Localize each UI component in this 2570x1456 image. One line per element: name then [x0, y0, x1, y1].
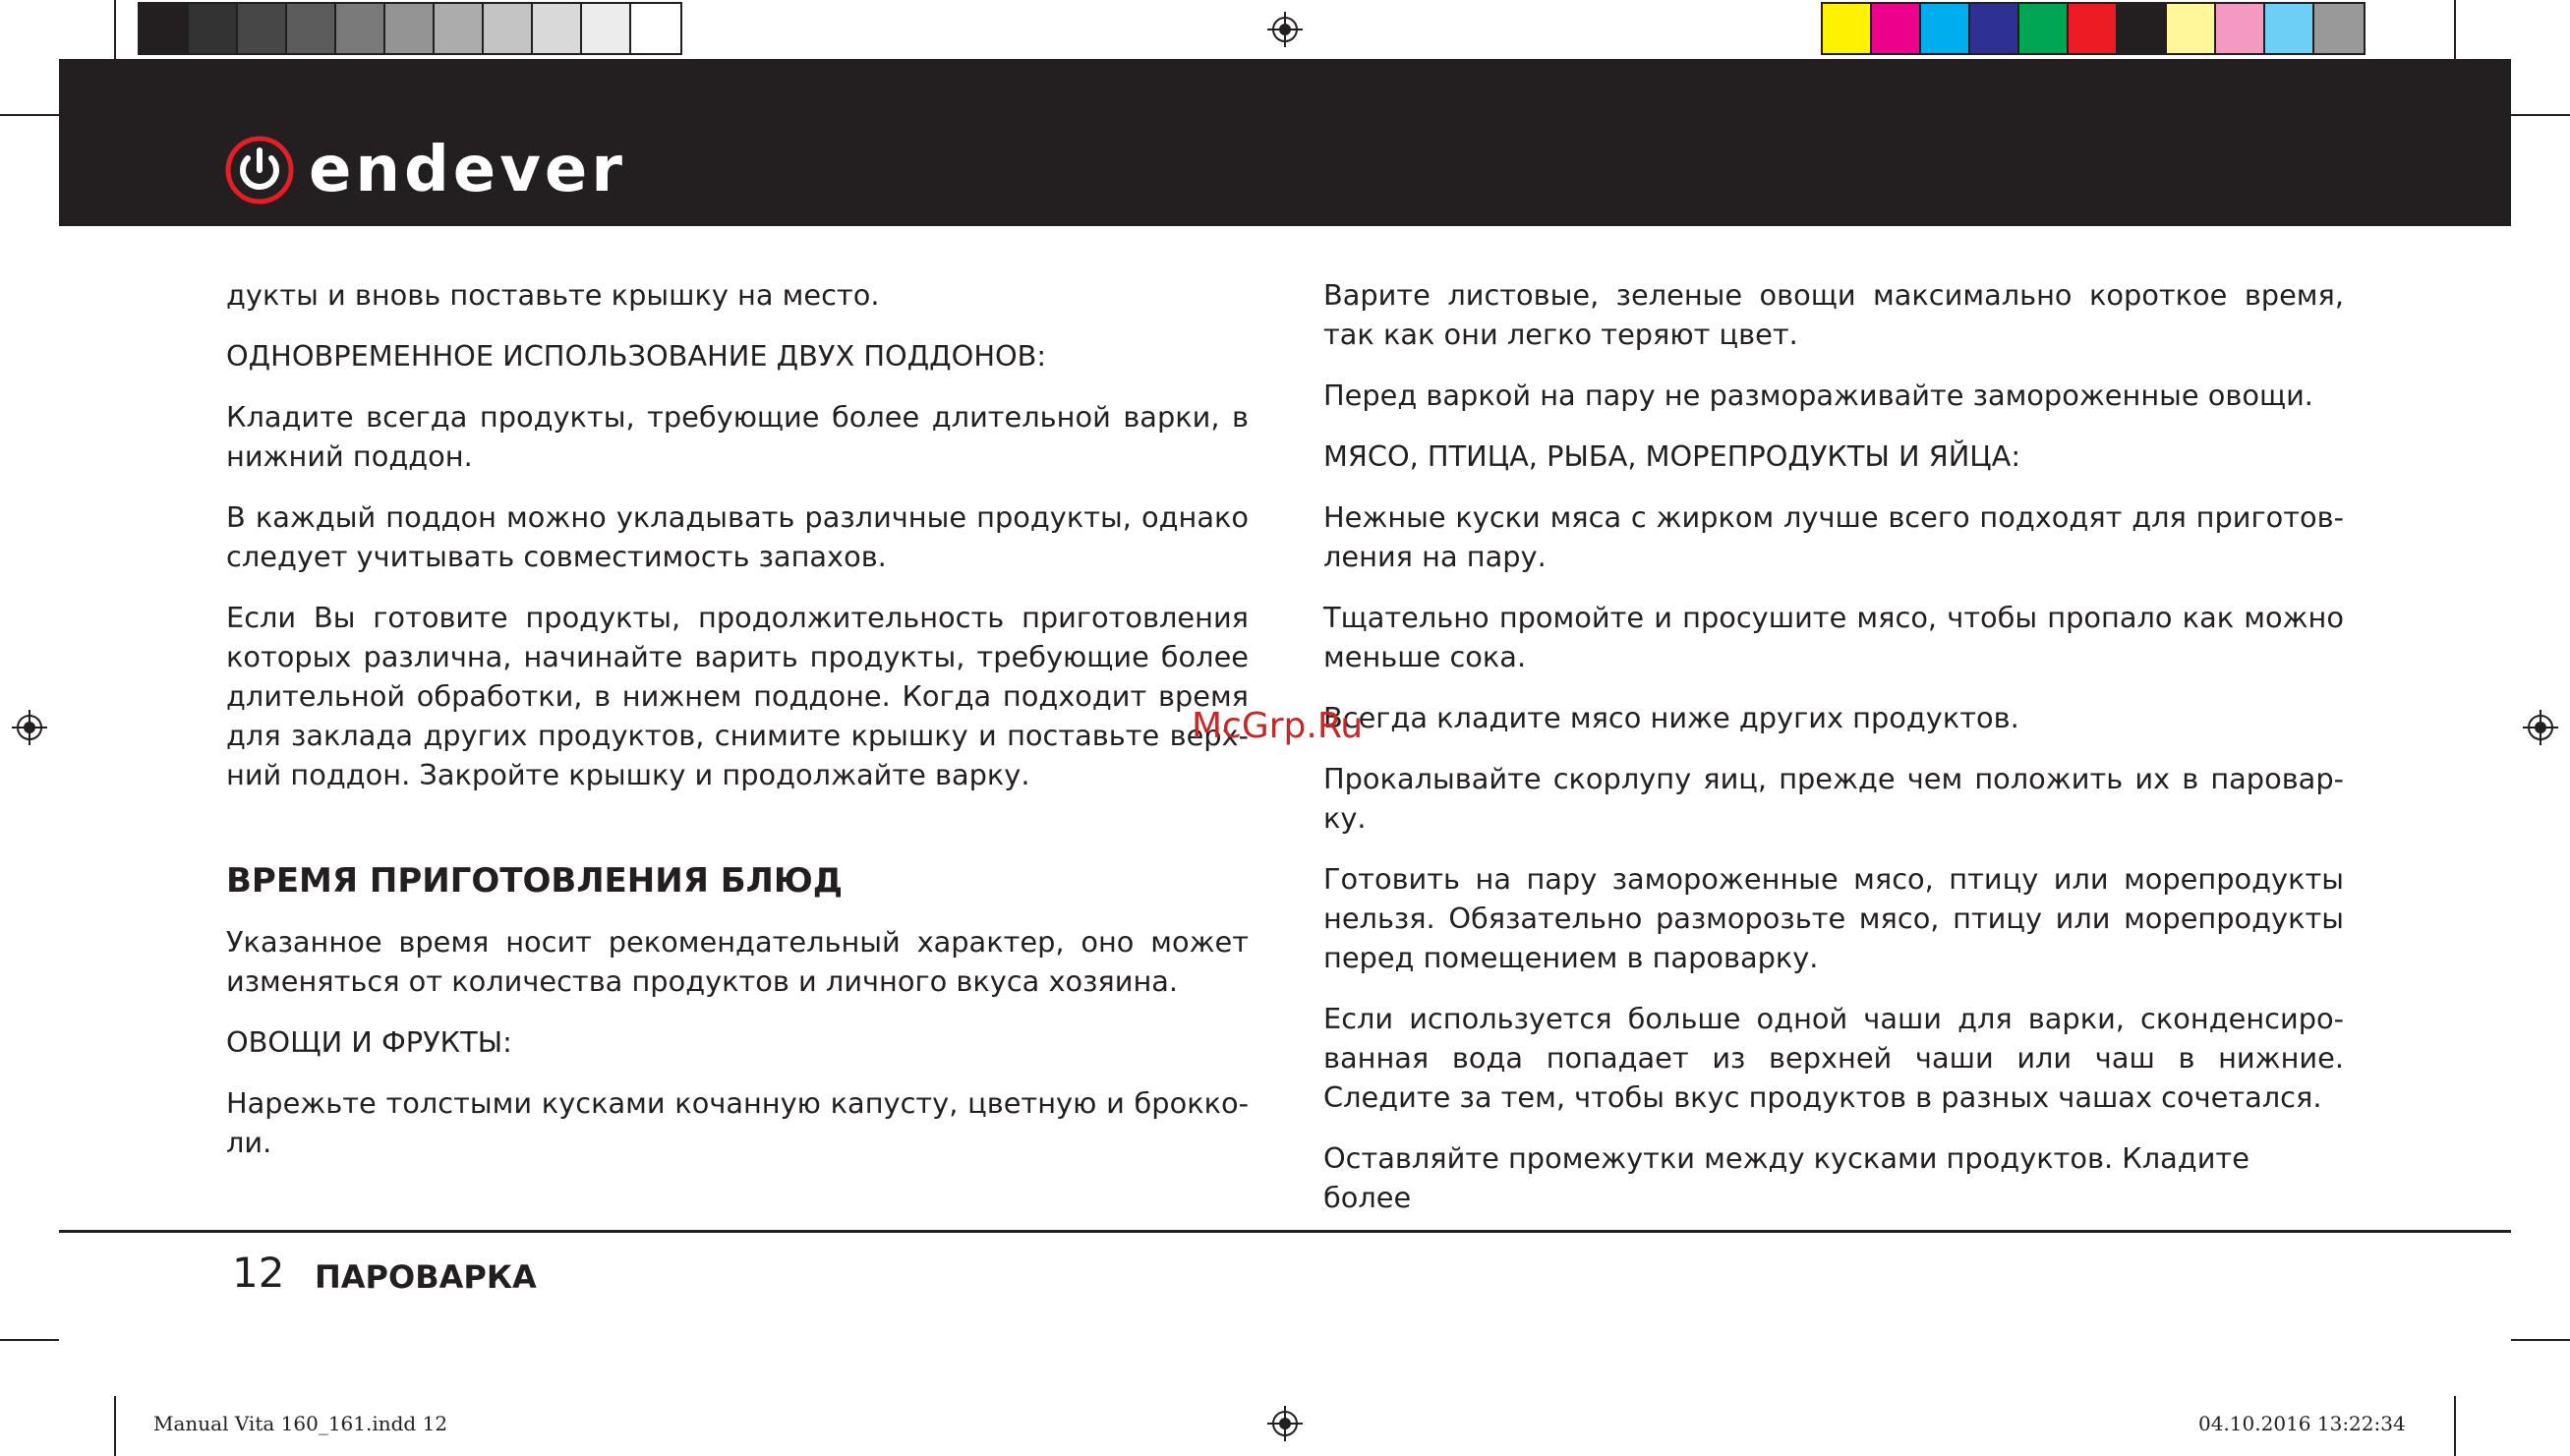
process-color-bar: [1821, 2, 2366, 55]
crop-mark: [2454, 1396, 2456, 1456]
color-swatch: [533, 4, 582, 53]
date-slug: 04.10.2016 13:22:34: [2198, 1412, 2406, 1435]
crop-mark: [0, 1339, 59, 1341]
paragraph: Если Вы готовите продукты, продолжительность приготовления которых различна, начинайте варить продукты, требующие более длительной обработки, в нижнем поддоне. Когда подходит время для заклада других продуктов, снимите крышку и поставьте верх-ний поддон. Закройте крышку и продолжайте варку.: [226, 601, 1249, 791]
paragraph: Если используется больше одной чаши для варки, сконденсиро-ванная вода попадает из верхней чаши или чаш в нижние. Следите за тем, чтобы вкус продуктов в разных чашах сочетался.: [1323, 1002, 2344, 1114]
subheading: ОДНОВРЕМЕННОЕ ИСПОЛЬЗОВАНИЕ ДВУХ ПОДДОНОВ:: [226, 339, 1047, 373]
paragraph: Всегда кладите мясо ниже других продуктов.: [1323, 701, 2019, 734]
color-swatch: [2118, 4, 2167, 53]
crop-mark: [114, 1396, 116, 1456]
paragraph: дукты и вновь поставьте крышку на место.: [226, 278, 880, 312]
power-icon: [224, 135, 295, 205]
right-text-column: [1323, 275, 2344, 1239]
color-swatch: [2314, 4, 2364, 53]
paragraph: Готовить на пару замороженные мясо, птицу или морепродукты нельзя. Обязательно разморозьте мясо, птицу или морепродукты перед помещением в пароварку.: [1323, 862, 2344, 974]
section-heading: ВРЕМЯ ПРИГОТОВЛЕНИЯ БЛЮД: [226, 861, 844, 901]
logo-wordmark: endever: [309, 134, 626, 206]
section-title: ПАРОВАРКА: [315, 1258, 537, 1296]
crop-mark: [0, 114, 59, 116]
color-swatch: [1970, 4, 2019, 53]
footer-rule: [59, 1230, 2511, 1233]
registration-mark-icon: [2523, 710, 2558, 745]
color-swatch: [2265, 4, 2314, 53]
grayscale-color-bar: [138, 2, 682, 55]
page-number: 12: [232, 1249, 285, 1297]
paragraph: Нарежьте толстыми кусками кочанную капусту, цветную и брокко-ли.: [226, 1086, 1249, 1159]
color-swatch: [336, 4, 385, 53]
paragraph: Кладите всегда продукты, требующие более длительной варки, в нижний поддон.: [226, 400, 1249, 473]
color-swatch: [1921, 4, 1970, 53]
crop-mark: [2454, 0, 2456, 59]
color-swatch: [435, 4, 484, 53]
color-swatch: [631, 4, 680, 53]
color-swatch: [2216, 4, 2265, 53]
color-swatch: [582, 4, 631, 53]
color-swatch: [2069, 4, 2118, 53]
color-swatch: [1872, 4, 1921, 53]
paragraph: Тщательно промойте и просушите мясо, чтобы пропало как можно меньше сока.: [1323, 601, 2344, 673]
color-swatch: [1823, 4, 1872, 53]
paragraph: Указанное время носит рекомендательный характер, оно может изменяться от количества продуктов и личного вкуса хозяина.: [226, 925, 1249, 998]
color-swatch: [287, 4, 336, 53]
subheading: ОВОЩИ И ФРУКТЫ:: [226, 1025, 512, 1059]
crop-mark: [114, 0, 116, 59]
color-swatch: [2167, 4, 2216, 53]
paragraph: Оставляйте промежутки между кусками продуктов. Кладите более: [1323, 1141, 2249, 1214]
registration-mark-icon: [1267, 12, 1303, 47]
left-text-column: [226, 275, 1249, 1184]
color-swatch: [238, 4, 287, 53]
crop-mark: [2511, 114, 2570, 116]
paragraph: В каждый поддон можно укладывать различные продукты, однако следует учитывать совместимость запахов.: [226, 500, 1249, 573]
paragraph: Прокалывайте скорлупу яиц, прежде чем положить их в паровар-ку.: [1323, 762, 2344, 835]
color-swatch: [140, 4, 189, 53]
color-swatch: [385, 4, 435, 53]
file-slug: Manual Vita 160_161.indd 12: [153, 1412, 448, 1435]
paragraph: Варите листовые, зеленые овощи максимально короткое время, так как они легко теряют цвет.: [1323, 278, 2344, 351]
color-swatch: [2019, 4, 2069, 53]
registration-mark-icon: [12, 710, 47, 745]
paragraph: Нежные куски мяса с жирком лучше всего подходят для приготов-ления на пару.: [1323, 500, 2344, 573]
paragraph: Перед варкой на пару не размораживайте замороженные овощи.: [1323, 379, 2313, 412]
subheading: МЯСО, ПТИЦА, РЫБА, МОРЕПРОДУКТЫ И ЯЙЦА:: [1323, 439, 2021, 473]
watermark: McGrp.Ru: [1192, 706, 1364, 746]
color-swatch: [484, 4, 533, 53]
brand-logo: [224, 135, 626, 205]
crop-mark: [2511, 1339, 2570, 1341]
color-swatch: [189, 4, 238, 53]
registration-mark-icon: [1267, 1406, 1303, 1441]
